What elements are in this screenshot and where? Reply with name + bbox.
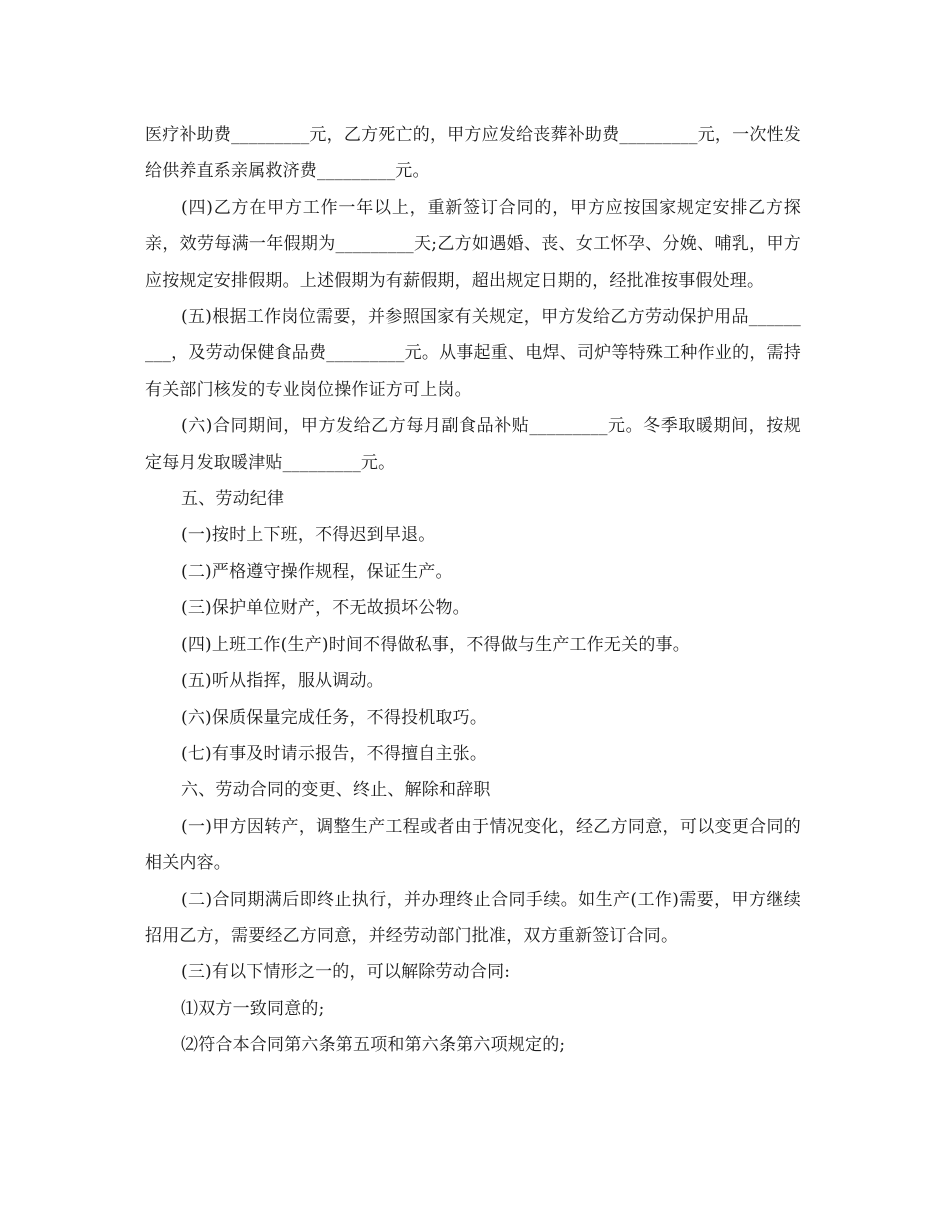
discipline-item-3: (三)保护单位财产，不无故损坏公物。: [181, 598, 470, 619]
discipline-item-6: (六)保质保量完成任务，不得投机取巧。: [181, 707, 488, 728]
paragraph-clause-4-home-leave: (四)乙方在甲方工作一年以上，重新签订合同的，甲方应按国家规定安排乙方探亲，效劳每满一年假期为_________天;乙方如遇婚、丧、女工怀孕、分娩、哺乳，甲方应按规定安排假期。上述假期为有薪假期，超出规定日期的，经批准按事假处理。: [145, 197, 801, 291]
paragraph-medical-funeral-subsidy: 医疗补助费_________元，乙方死亡的，甲方应发给丧葬补助费_________元，一次性发给供养直系亲属救济费_________元。: [145, 125, 801, 182]
paragraph-contract-change-clause-2: (二)合同期满后即终止执行，并办理终止合同手续。如生产(工作)需要，甲方继续招用乙方，需要经乙方同意，并经劳动部门批准，双方重新签订合同。: [145, 889, 801, 946]
paragraph-clause-6-food-heating-allowance: (六)合同期间，甲方发给乙方每月副食品补贴_________元。冬季取暖期间，按规定每月发取暖津贴_________元。: [145, 416, 801, 473]
discipline-item-5: (五)听从指挥，服从调动。: [181, 671, 384, 692]
list-item-article-reference: ⑵符合本合同第六条第五项和第六条第六项规定的;: [181, 1035, 566, 1056]
document-body: [145, 117, 801, 1064]
discipline-item-2: (二)严格遵守操作规程，保证生产。: [181, 561, 453, 582]
section-heading-labor-discipline: 五、劳动纪律: [181, 489, 285, 510]
section-heading-contract-changes: 六、劳动合同的变更、终止、解除和辞职: [181, 780, 491, 801]
discipline-item-4: (四)上班工作(生产)时间不得做私事，不得做与生产工作无关的事。: [181, 634, 690, 655]
list-item-mutual-agreement: ⑴双方一致同意的;: [181, 998, 325, 1019]
paragraph-contract-change-clause-1: (一)甲方因转产，调整生产工程或者由于情况变化，经乙方同意，可以变更合同的相关内容。: [145, 816, 801, 874]
discipline-item-1: (一)按时上下班，不得迟到早退。: [181, 525, 436, 546]
paragraph-clause-5-protective-supplies: (五)根据工作岗位需要，并参照国家有关规定，甲方发给乙方劳动保护用品_________，及劳动保健食品费_________元。从事起重、电焊、司炉等特殊工种作业的，需持有关部门核发的专业岗位操作证方可上岗。: [145, 307, 801, 400]
discipline-item-7: (七)有事及时请示报告，不得擅自主张。: [181, 743, 488, 764]
paragraph-contract-change-clause-3: (三)有以下情形之一的，可以解除劳动合同:: [181, 962, 511, 983]
